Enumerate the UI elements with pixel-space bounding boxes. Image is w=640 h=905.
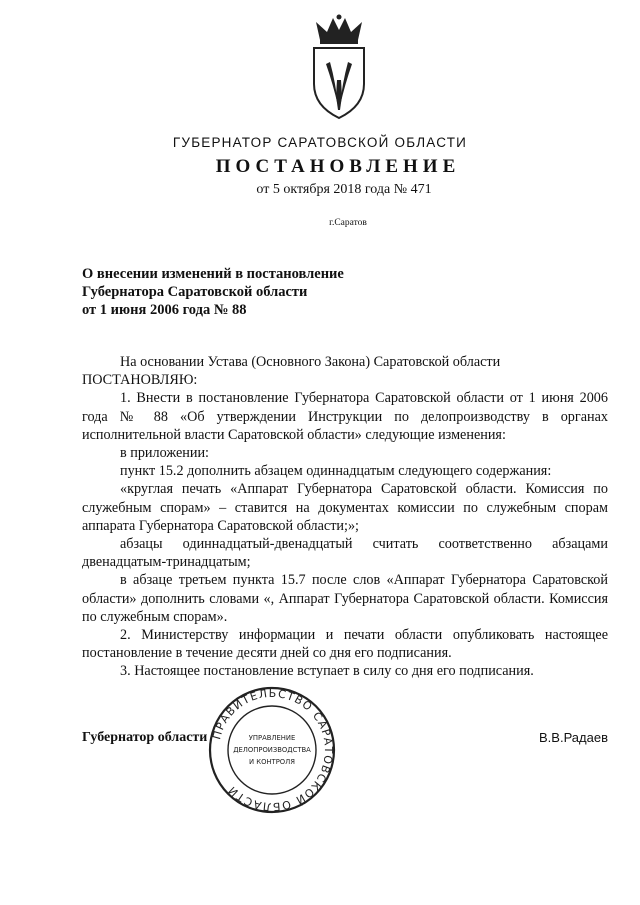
document-city: г.Саратов: [329, 218, 367, 228]
body-paragraph: На основании Устава (Основного Закона) Саратовской области: [120, 354, 501, 370]
body-paragraph: 2. Министерству информации и печати области опубликовать настоящее постановление в течение десяти дней со дня его подписания.: [82, 627, 608, 662]
body-paragraph: 3. Настоящее постановление вступает в силу со дня его подписания.: [120, 663, 534, 680]
body-paragraph: в абзаце третьем пункта 15.7 после слов «Аппарат Губернатора Саратовской области» дополнить словами «, Аппарат Губернатора Саратовской области. Комиссия по служебным спорам».: [82, 572, 608, 625]
stamp-outer-text: ПРАВИТЕЛЬСТВО САРАТОВСКОЙ ОБЛАСТИ: [210, 686, 336, 814]
document-subject: [82, 265, 344, 319]
document-body: [82, 353, 608, 681]
stamp-inner-line: УПРАВЛЕНИЕ: [248, 734, 296, 742]
subject-line: от 1 июня 2006 года № 88: [82, 302, 247, 318]
body-paragraph: 1. Внести в постановление Губернатора Саратовской области от 1 июня 2006 года № 88 «Об утверждении Инструкции по делопроизводству в органах исполнительной власти Саратовской области» следующие изменения:: [82, 390, 608, 443]
subject-line: О внесении изменений в постановление: [82, 266, 344, 282]
body-paragraph: пункт 15.2 дополнить абзацем одиннадцатым следующего содержания:: [120, 463, 552, 480]
document-date-number: от 5 октября 2018 года № 471: [256, 182, 432, 197]
body-paragraph: в приложении:: [120, 445, 209, 462]
signatory-position: Губернатор области: [82, 730, 208, 745]
stamp-inner-line: И КОНТРОЛЯ: [249, 758, 295, 766]
subject-line: Губернатора Саратовской области: [82, 284, 308, 300]
body-paragraph: «круглая печать «Аппарат Губернатора Саратовской области. Комиссия по служебным спорам» – ставится на документах комиссии по служебным спорам аппарата Губернатора Саратовской области;»;: [82, 481, 608, 534]
document-type: ПОСТАНОВЛЕНИЕ: [215, 156, 461, 177]
body-paragraph: ПОСТАНОВЛЯЮ:: [82, 372, 198, 389]
official-round-stamp-icon: [206, 684, 338, 816]
stamp-inner-line: ДЕЛОПРОИЗВОДСТВА: [233, 746, 311, 754]
body-paragraph: абзацы одиннадцатый-двенадцатый считать соответственно абзацами двенадцатым-тринадцатым;: [82, 536, 608, 571]
signatory-name: В.В.Радаев: [539, 730, 608, 745]
issuing-authority: ГУБЕРНАТОР САРАТОВСКОЙ ОБЛАСТИ: [172, 135, 468, 150]
saratov-coat-of-arms-icon: [300, 14, 378, 124]
